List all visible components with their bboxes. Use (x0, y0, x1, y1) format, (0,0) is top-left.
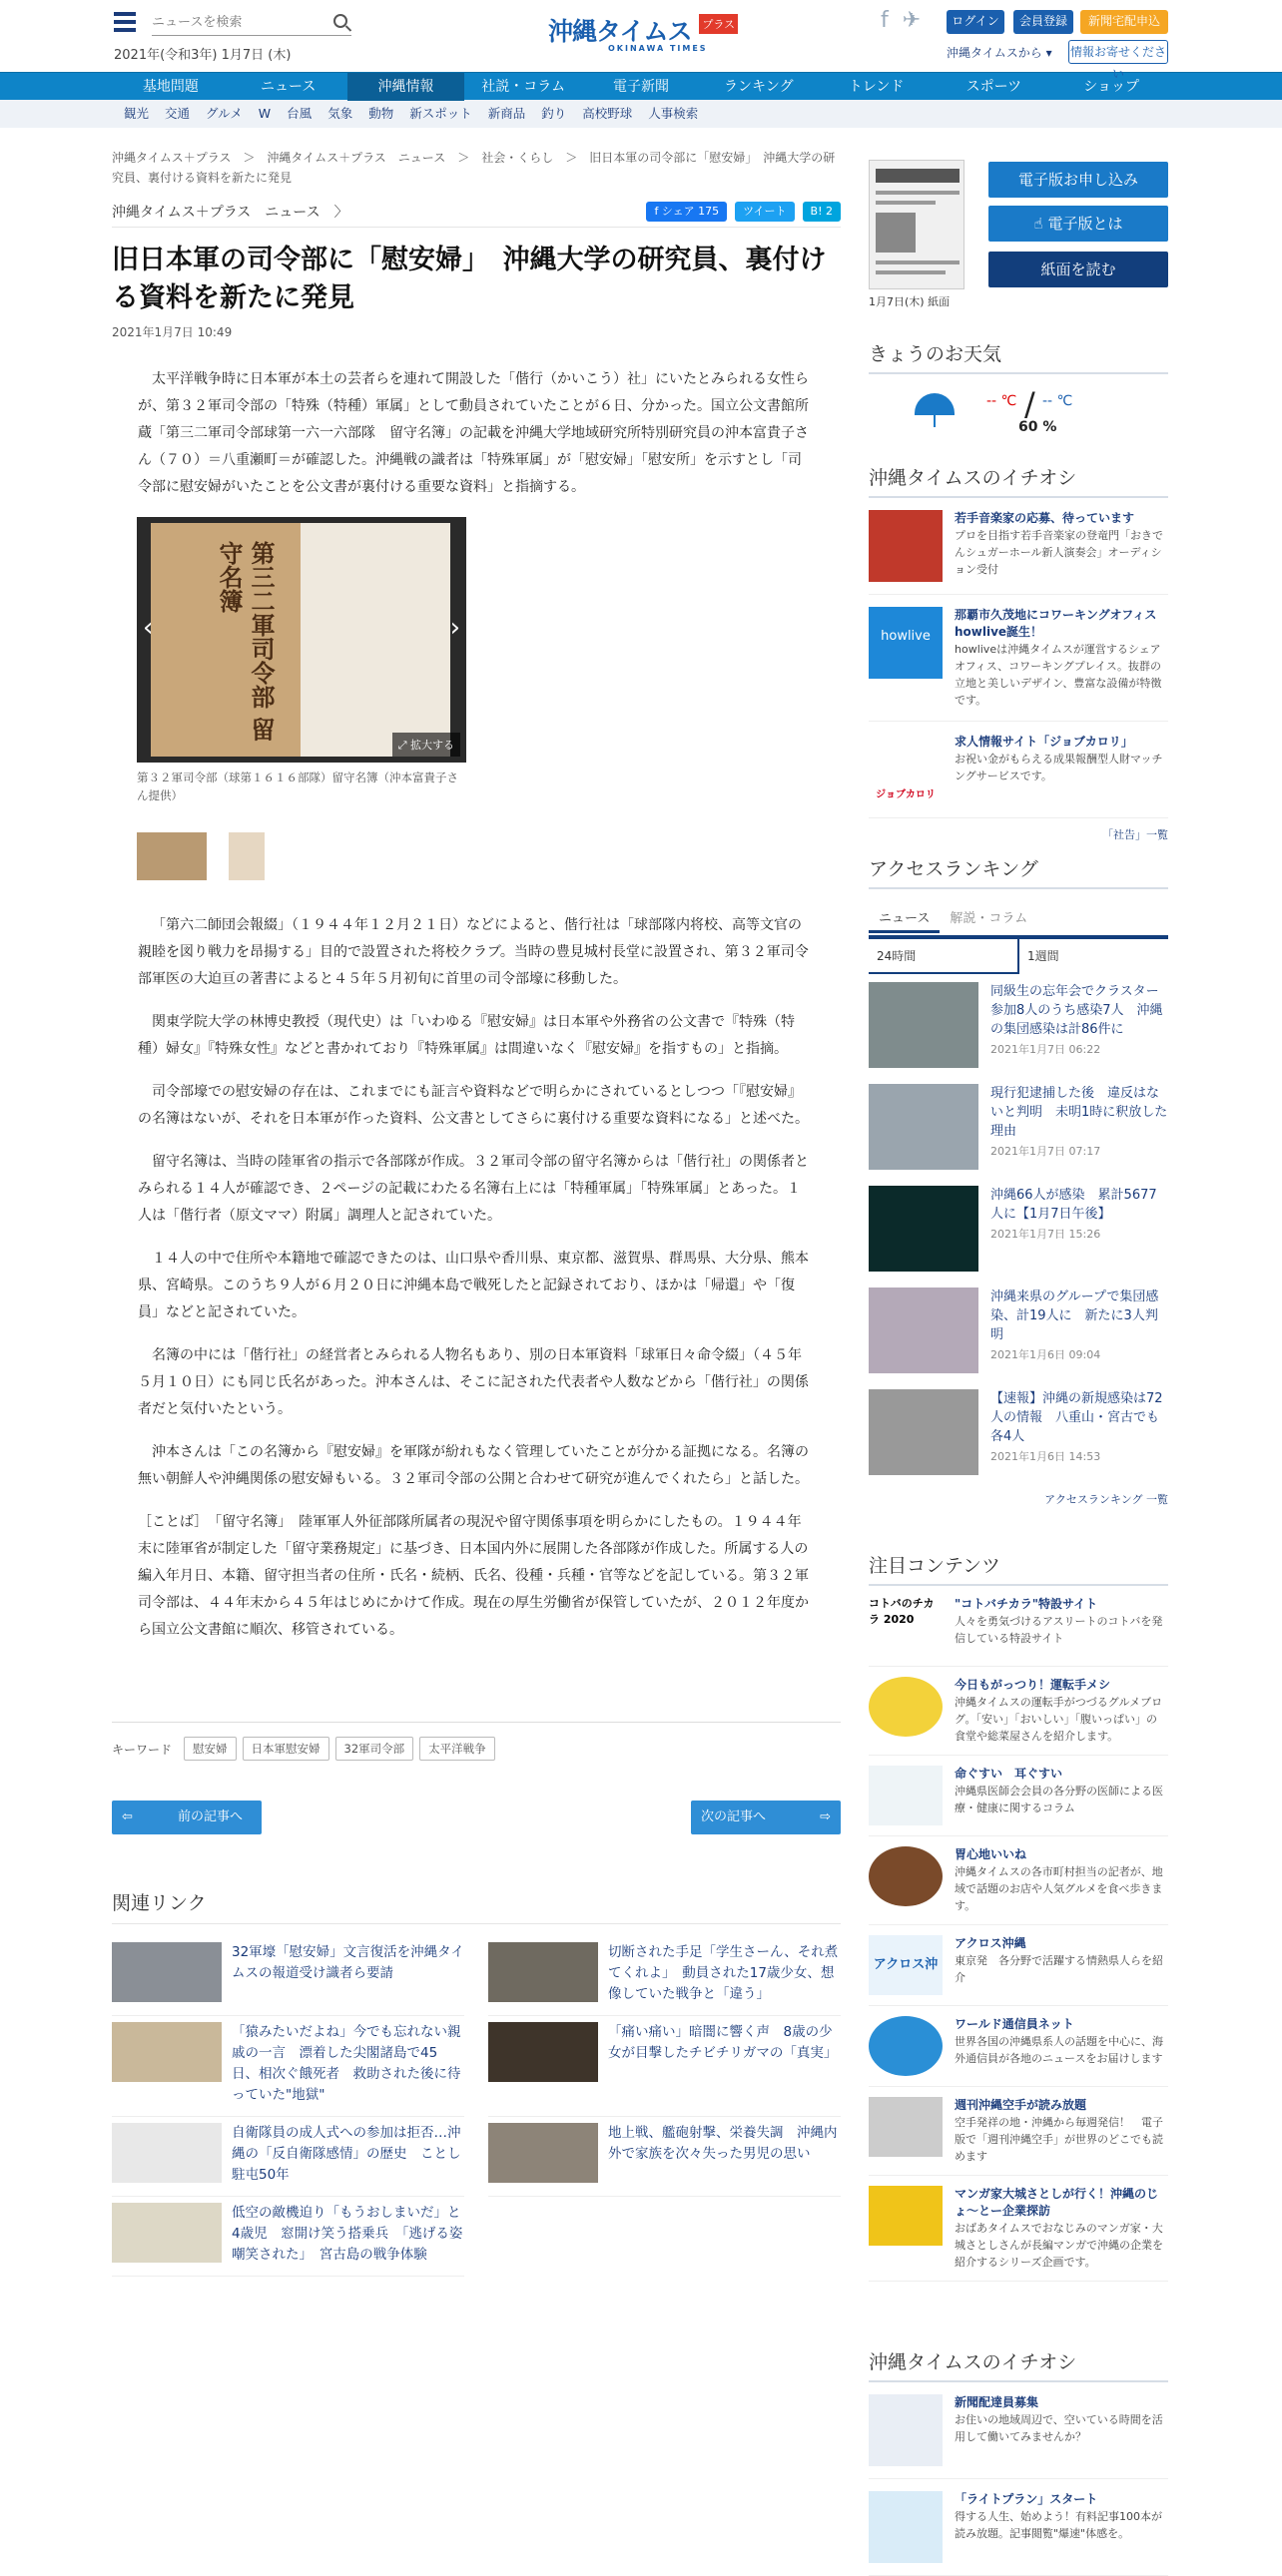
across-logo: アクロス沖 (869, 1935, 943, 1995)
subscribe-digital-button[interactable]: 電子版お申し込み (988, 162, 1168, 198)
zoom-button[interactable] (392, 733, 460, 757)
nav-item[interactable]: ショップ (1083, 79, 1139, 95)
related-item[interactable] (112, 2197, 464, 2277)
related-thumbnail (488, 2123, 598, 2183)
article-paragraph: 「第六二師団会報綴」（１９４４年１２月２１日）などによると、偕行社は「球部隊内将校、高等文官の親睦を図り戦力を昂揚する」目的で設置された将校クラブ。当時の豊見城村長堂に設置され、第３２軍司令部軍医の大迫亘の著書によると４５年５月初旬に首里の司令部壕に移動した。 (138, 917, 809, 987)
article-lead: 太平洋戦争時に日本軍が本土の芸者らを連れて開設した「偕行（かいこう）社」にいたとみられる女性らが、第３２軍司令部の「特殊（特種）軍属」として動員されていたことが６日、分かった。国立公文書館所蔵「第三二軍司令部球第一六一六部隊 留守名簿」の記載を沖縄大学地域研究所特別研究員の沖本富貴子さん（７０）＝八重瀬町＝が確認した。沖縄戦の識者は「特殊軍属」が「慰安婦」「慰安所」を示すとし「司令部に慰安婦がいたことを公文書が裏付ける重要な資料」と指摘する。 (138, 371, 809, 495)
paper-thumbnail (869, 160, 964, 289)
facebook-share-button[interactable]: f シェア 175 (646, 202, 727, 222)
ranking-thumbnail (869, 1389, 978, 1475)
arrow-left-icon: ⇦ (122, 1809, 133, 1824)
promo-title: 「ライトプラン」スタート (955, 2492, 1098, 2506)
article-paragraph: 名簿の中には「偕行社」の経営者とみられる人物名もあり、別の日本軍資料「球軍日々命令綴」（４５年５月１０日）にも同じ氏名があった。沖本さんは、そこに記された代表者や人数などから「偕行社」の関係者だと気付いたという。 (138, 1347, 809, 1417)
logo-main: 沖縄タイムス (548, 17, 692, 46)
promo-thumbnail (869, 510, 943, 582)
search-icon[interactable] (333, 14, 347, 28)
promo-title: 求人情報サイト「ジョブカロリ」 (955, 735, 1133, 749)
weather-widget (869, 339, 1168, 435)
featured-item-title: ワールド通信員ネット (955, 2017, 1074, 2031)
article-title: 旧日本軍の司令部に「慰安婦」 沖縄大学の研究員、裏付ける資料を新たに発見 (112, 245, 827, 313)
featured-item[interactable] (869, 1836, 1168, 1925)
ranking-thumbnail (869, 982, 978, 1068)
tips-button[interactable]: 情報お寄せください (1068, 40, 1168, 64)
keyword-tag[interactable]: 日本軍慰安婦 (243, 1737, 329, 1761)
thumbnail[interactable] (229, 832, 265, 880)
twitter-icon[interactable]: ✈ (902, 8, 922, 33)
social-links (881, 8, 935, 33)
featured-thumbnail (869, 1846, 943, 1906)
book-title-text: 第三二軍司令部 留守名簿 (215, 541, 276, 742)
hatena-bookmark-button[interactable]: B! 2 (803, 202, 841, 222)
subnav-item[interactable]: 人事検索 (648, 106, 699, 121)
promo-section-2 (869, 2347, 1168, 2576)
keyword-label: キーワード (112, 1742, 173, 1757)
site-logo[interactable] (548, 12, 738, 58)
ranking-item-date: 2021年1月6日 09:04 (990, 1348, 1101, 1361)
logo-plus: プラス (699, 14, 738, 34)
delivery-scooter-icon (869, 2394, 943, 2466)
related-thumbnail (112, 2123, 222, 2183)
related-links (112, 1888, 841, 2277)
ranking-title: アクセスランキング (869, 854, 1168, 889)
todays-paper[interactable] (869, 160, 968, 309)
featured-thumbnail (869, 2186, 943, 2246)
expand-icon: ⤢ (397, 739, 410, 752)
sub-nav (0, 100, 1282, 128)
jobcalori-logo: ジョブカロリ (869, 734, 943, 805)
access-ranking (869, 854, 1172, 1507)
keyword-tag[interactable]: 慰安婦 (184, 1737, 237, 1761)
ranking-item[interactable] (869, 974, 1172, 1076)
featured-item-title: マンガ家大城さとしが行く！沖縄のじょ～とー企業探訪 (955, 2187, 1159, 2218)
related-thumbnail (112, 1942, 222, 2002)
temp-separator: / (1024, 385, 1035, 423)
register-button[interactable]: 会員登録 (1013, 10, 1073, 34)
home-delivery-button[interactable]: 新聞宅配申込 (1080, 10, 1168, 34)
featured-item-desc: おばあタイムスでおなじみのマンガ家・大城さとしさんが長編マンガで沖縄の企業を紹介するシリーズ企画です。 (955, 2222, 1163, 2269)
weather-title: きょうのお天気 (869, 339, 1168, 374)
featured-item-title: アクロス沖縄 (955, 1936, 1026, 1950)
ranking-item-title: 現行犯逮捕した後 違反はないと判明 未明1時に釈放した理由 (990, 1086, 1168, 1139)
related-item[interactable] (488, 2117, 841, 2197)
ranking-thumbnail (869, 1288, 978, 1373)
promo-title: 新聞配達員募集 (955, 2395, 1039, 2409)
subnav-item[interactable]: 観光 (124, 106, 150, 121)
featured-item-desc: 空手発祥の地・沖縄から毎週発信！ 電子版で「週刊沖縄空手」が世界のどこでも読めます (955, 2116, 1163, 2163)
share-buttons (638, 202, 841, 222)
book-pages (301, 523, 450, 757)
notice-list-link[interactable]: 「社告」一覧 (1102, 828, 1168, 841)
article-body-continued (112, 912, 841, 1644)
featured-item[interactable] (869, 1586, 1168, 1667)
search-input[interactable] (152, 10, 321, 34)
ranking-item-title: 同級生の忘年会でクラスター 参加8人のうち感染7人 沖縄の集団感染は計86件に (990, 984, 1172, 1037)
finger-icon: ☝ (1033, 215, 1048, 233)
featured-item[interactable] (869, 2006, 1168, 2087)
paper-caption: 1月7日(木) 紙面 (869, 295, 951, 308)
promo-desc: お住いの地域周辺で、空いている時間を活用して働いてみませんか？ (955, 2413, 1163, 2443)
ranking-thumbnail (869, 1186, 978, 1272)
related-item-title: 32軍壕「慰安婦」文言復活を沖縄タイムスの報道受け識者ら要請 (232, 1944, 464, 1981)
about-digital-button[interactable] (988, 206, 1168, 242)
related-item-title: 「猿みたいだよね」今でも忘れない親戚の一言 漂着した尖閣諸島で45日、相次ぐ餓死者 救助された後に待っていた"地獄" (232, 2024, 461, 2103)
photo-thumbnails (137, 832, 841, 880)
featured-thumbnail (869, 2097, 943, 2157)
breadcrumb[interactable]: 沖縄タイムス＋プラス ＞ 沖縄タイムス＋プラス ニュース ＞ 社会・くらし ＞ 旧日本軍の司令部に「慰安婦」 沖縄大学の研究員、裏付ける資料を新たに発見 (112, 151, 836, 185)
nav-item[interactable]: ニュース (261, 79, 317, 95)
photo-gallery (137, 517, 466, 804)
article-body (112, 366, 841, 501)
prev-article-button[interactable] (112, 1801, 262, 1834)
promo-title: 那覇市久茂地にコワーキングオフィス howlive誕生！ (955, 608, 1157, 639)
related-thumbnail (488, 2022, 598, 2082)
article-paragraph: 留守名簿は、当時の陸軍省の指示で各部隊が作成。３２軍司令部の留守名簿からは「偕行社」の関係者とみられる１４人が確認でき、２ページの記載にわたる名簿右上には「特種軍属」「特殊軍属」とあった。１人は「偕行者（原文ママ）附属」調理人と記されていた。 (138, 1154, 809, 1224)
featured-item-title: "コトバチカラ"特設サイト (955, 1597, 1098, 1611)
article-paragraph: 関東学院大学の林博史教授（現代史）は「いわゆる『慰安婦』は日本軍や外務省の公文書で『特殊（特種）婦女』『特殊女性』などと書かれており『特殊軍属』は間違いなく『慰安婦』を指すもの」と指摘。 (138, 1014, 795, 1057)
glossary-paragraph: ［ことば］ 「留守名簿」 陸軍軍人外征部隊所属者の現況や留守関係事項を明らかにしたもの。１９４４年末に陸軍省が制定した「留守業務規定」に基づき、日本国内外に展開した各部隊が作成した。所属する人の編入年月日、本籍、留守担当者の住所・氏名・続柄、氏名、役種・兵種・官等などを記している。第３２軍司令部は、４４年末から４５年はじめにかけて作成。現在の厚生労働省が保管していたが、２０１２年度から国立公文書館に順次、移管されている。 (138, 1514, 809, 1638)
section-header (112, 202, 841, 228)
related-thumbnail (112, 2203, 222, 2263)
keywords (112, 1722, 841, 1761)
related-thumbnail (112, 2022, 222, 2082)
temp-low: -- ℃ (1042, 393, 1073, 409)
related-thumbnail (488, 1942, 598, 2002)
featured-item[interactable] (869, 1667, 1168, 1756)
related-item[interactable] (112, 1936, 464, 2016)
promo-item[interactable] (869, 722, 1168, 818)
promo-item[interactable] (869, 595, 1168, 722)
featured-item[interactable] (869, 1756, 1168, 1836)
tab-24h[interactable]: 24時間 (869, 939, 1019, 974)
subnav-item[interactable]: 釣り (541, 106, 567, 121)
ranking-list-link[interactable]: アクセスランキング 一覧 (1044, 1493, 1168, 1506)
about-digital-label: 電子版とは (1047, 215, 1123, 233)
subnav-item[interactable]: 新商品 (487, 106, 526, 121)
nav-item[interactable]: 基地問題 (142, 79, 199, 95)
tab-news[interactable]: ニュース (869, 903, 940, 933)
next-photo-icon[interactable]: › (449, 613, 460, 643)
featured-item-desc: 沖縄タイムスの運転手がつづるグルメブログ。「安い」「おいしい」「腹いっぱい」の食堂や総菜屋さんを紹介します。 (955, 1696, 1163, 1743)
subnav-item[interactable]: 動物 (368, 106, 394, 121)
promo-desc: 得する人生、始めよう！有料記事100本が読み放題。記事閲覧"爆速"体感を。 (955, 2510, 1162, 2540)
featured-title: 注目コンテンツ (869, 1551, 1168, 1586)
facebook-icon[interactable]: f (881, 8, 889, 33)
related-item-title: 地上戦、艦砲射撃、栄養失調 沖縄内外で家族を次々失った男児の思い (608, 2125, 838, 2162)
related-item-title: 切断された手足「学生さーん、それ煮てくれよ」 動員された17歳少女、想像していた戦争と「違う」 (608, 1944, 839, 2002)
featured-item-title: 胃心地いいね (955, 1847, 1027, 1861)
related-item-title: 自衛隊員の成人式への参加は拒否…沖縄の「反自衛隊感情」の歴史 ことし駐屯50年 (232, 2125, 461, 2183)
ranking-item[interactable] (869, 1076, 1168, 1178)
promo-item[interactable] (869, 2479, 1168, 2576)
ranking-item[interactable] (869, 1280, 1168, 1381)
promo-section-title: 沖縄タイムスのイチオシ (869, 463, 1168, 498)
featured-thumbnail (869, 1677, 943, 1737)
header-date: 2021年(令和3年) 1月7日 (木) (114, 48, 292, 63)
main-nav (0, 72, 1282, 100)
related-item[interactable] (112, 2016, 464, 2117)
publish-date: 2021年1月7日 10:49 (112, 325, 233, 339)
related-item[interactable] (112, 2117, 464, 2197)
ranking-item-title: 沖縄来県のグループで集団感染、計19人に 新たに3人判明 (990, 1289, 1159, 1342)
article-paragraph: 沖本さんは「この名簿から『慰安婦』を軍隊が紛れもなく管理していたことが分かる証拠になる。名簿の無い朝鮮人や沖縄関係の慰安婦もいる。３２軍司令部の公開と合わせて研究が進んでくれたら」と話した。 (138, 1444, 809, 1487)
ranking-item[interactable] (869, 1381, 1168, 1483)
featured-item-desc: 沖縄タイムスの各市町村担当の記者が、地域で話題のお店や人気グルメを食べ歩きます。 (955, 1865, 1163, 1912)
promo-title: 若手音楽家の応募、待っています (955, 511, 1135, 525)
subnav-item[interactable]: W (258, 106, 272, 121)
photo-caption: 第３２軍司令部（球第１６１６部隊）留守名簿（沖本富貴子さん提供） (137, 771, 458, 802)
temp-high: -- ℃ (986, 393, 1017, 409)
ranking-item-date: 2021年1月7日 07:17 (990, 1145, 1101, 1158)
nav-item[interactable]: ランキング (724, 79, 794, 95)
tab-commentary[interactable]: 解説・コラム (950, 911, 1028, 926)
site-header (112, 0, 1170, 81)
umbrella-icon (915, 393, 955, 415)
featured-content (869, 1551, 1168, 2282)
related-links-title: 関連リンク (112, 1888, 841, 1924)
keyword-tag[interactable]: 32軍司令部 (335, 1737, 414, 1761)
ranking-item-date: 2021年1月6日 14:53 (990, 1450, 1101, 1463)
promo-desc: howliveは沖縄タイムスが運営するシェアオフィス、コワーキングプレイス。抜群の立地と美しいデザイン、豊富な設備が特徴です。 (955, 643, 1162, 707)
article-photo[interactable] (137, 517, 466, 763)
subnav-item[interactable]: 高校野球 (582, 106, 633, 121)
nav-item[interactable]: トレンド (848, 79, 905, 95)
tab-1week[interactable]: 1週間 (1027, 949, 1059, 963)
featured-item[interactable] (869, 2087, 1168, 2176)
nav-item-active[interactable]: 沖縄情報 (347, 73, 465, 101)
next-article-button[interactable] (691, 1801, 841, 1834)
arrow-right-icon: ⇨ (820, 1809, 831, 1824)
logo-sub: OKINAWA TIMES (608, 44, 708, 53)
article-paragraph: １４人の中で住所や本籍地で確認できたのは、山口県や香川県、東京都、滋賀県、群馬県、大分県、熊本県、宮崎県。このうち９人が６月２０日に沖縄本島で戦死したと記録されており、ほかは「帰還」や「復員」などと記されていた。 (138, 1251, 809, 1320)
promo-section-2-title: 沖縄タイムスのイチオシ (869, 2347, 1168, 2382)
howlive-logo: howlive (869, 607, 943, 679)
ranking-item-date: 2021年1月7日 06:22 (990, 1043, 1101, 1056)
featured-item-desc: 世界各国の沖縄県系人の話題を中心に、海外通信員が各地のニュースをお届けします (955, 2035, 1163, 2065)
featured-item-title: 今日もがっつり！運転手メシ (955, 1678, 1111, 1692)
read-paper-button[interactable]: 紙面を読む (988, 252, 1168, 287)
thumbnail[interactable] (137, 832, 207, 880)
featured-item[interactable] (869, 2176, 1168, 2282)
ranking-item-title: 沖縄66人が感染 累計5677人に【1月7日午後】 (990, 1188, 1157, 1222)
twitter-share-button[interactable]: ツイート (735, 202, 794, 222)
related-item[interactable] (488, 1936, 841, 2016)
promo-item[interactable] (869, 2382, 1168, 2479)
ranking-item-title: 【速報】沖縄の新規感染は72人の情報 八重山・宮古でも各4人 (990, 1391, 1163, 1444)
keyword-tag[interactable]: 太平洋戦争 (419, 1737, 495, 1761)
zoom-label: 拡大する (410, 739, 454, 752)
login-button[interactable]: ログイン (947, 10, 1004, 34)
article-main (112, 144, 841, 2277)
related-item[interactable] (488, 2016, 841, 2117)
prev-article-label: 前の記事へ (178, 1809, 244, 1824)
globe-icon (869, 2016, 943, 2076)
nav-item[interactable]: 電子新聞 (613, 79, 670, 95)
featured-thumbnail (869, 1766, 943, 1825)
next-article-label: 次の記事へ (701, 1809, 767, 1824)
nav-item[interactable]: スポーツ (965, 79, 1022, 95)
featured-item-desc: 人々を勇気づけるアスリートのコトバを発信している特設サイト (955, 1615, 1163, 1645)
promo-thumbnail (869, 2491, 943, 2563)
ranking-item[interactable] (869, 1178, 1168, 1280)
featured-item-title: 週刊沖縄空手が読み放題 (955, 2098, 1087, 2112)
precip-chance: 60 % (1018, 419, 1057, 435)
featured-item-desc: 沖縄県医師会会員の各分野の医師による医療・健康に関するコラム (955, 1785, 1163, 1814)
article-paragraph: 司令部壕での慰安婦の存在は、これまでにも証言や資料などで明らかにされているとしつつ「『慰安婦』の名簿はないが、それを日本軍が作った資料、公文書としてさらに裏付ける重要な資料になる」と述べた。 (138, 1084, 809, 1127)
prev-photo-icon[interactable]: ‹ (143, 613, 154, 643)
from-okinawa-times-dropdown[interactable]: 沖縄タイムスから ▾ (947, 46, 1052, 60)
featured-item-desc: 東京発 各分野で活躍する情熱県人らを紹介 (955, 1954, 1163, 1984)
search-box[interactable] (152, 10, 351, 36)
related-item-title: 「痛い痛い」暗闇に響く声 8歳の少女が目撃したチビチリガマの「真実」 (608, 2024, 838, 2061)
subnav-item[interactable]: 気象 (327, 106, 353, 121)
subnav-item[interactable]: 交通 (165, 106, 191, 121)
ranking-thumbnail (869, 1084, 978, 1170)
promo-section (869, 463, 1168, 842)
subnav-item[interactable]: グルメ (206, 106, 243, 121)
section-link[interactable]: 沖縄タイムス＋プラス ニュース 〉 (112, 205, 348, 221)
kotoba-logo: コトバのチカラ 2020 (869, 1596, 943, 1656)
subnav-item[interactable]: 新スポット (409, 106, 472, 121)
ranking-item-date: 2021年1月7日 15:26 (990, 1228, 1101, 1241)
article-pager (112, 1801, 841, 1836)
featured-item-title: 命ぐすい 耳ぐすい (955, 1767, 1063, 1781)
promo-desc: プロを目指す若手音楽家の登竜門「おきでんシュガーホール新人演奏会」オーディション受付 (955, 529, 1163, 576)
promo-item[interactable] (869, 498, 1168, 595)
nav-item[interactable]: 社説・コラム (481, 79, 566, 95)
related-item-title: 低空の敵機迫り「もうおしまいだ」と4歳児 窓開け笑う搭乗兵 「逃げる姿嘲笑された」 宮古島の戦争体験 (232, 2205, 463, 2263)
menu-icon[interactable] (114, 12, 136, 32)
featured-item[interactable] (869, 1925, 1168, 2006)
subnav-item[interactable]: 台風 (287, 106, 313, 121)
promo-desc: お祝い金がもらえる成果報酬型人財マッチングサービスです。 (955, 753, 1163, 782)
